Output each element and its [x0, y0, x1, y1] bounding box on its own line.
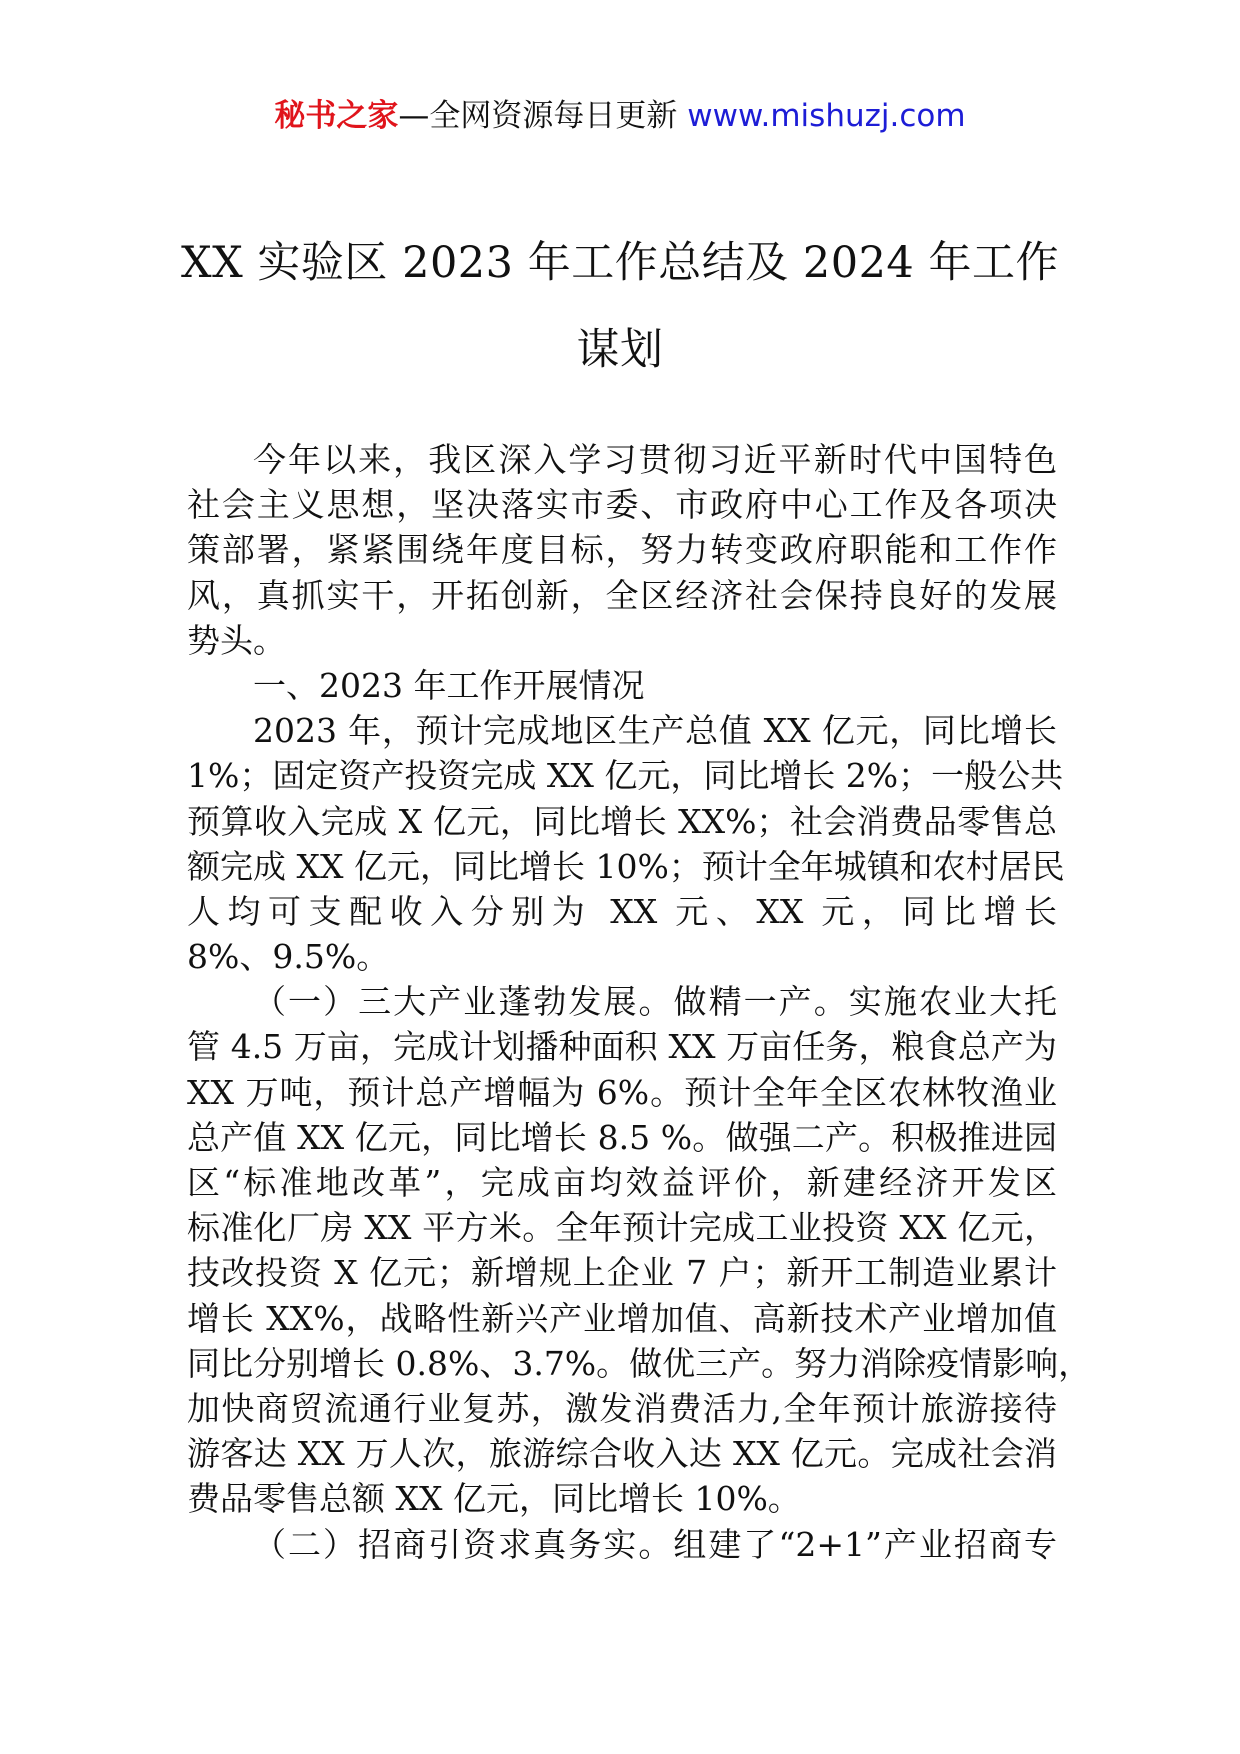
body-line: 游客达 XX 万人次，旅游综合收入达 XX 亿元。完成社会消 — [187, 1434, 1057, 1474]
body-line: 今年以来，我区深入学习贯彻习近平新时代中国特色 — [253, 440, 1057, 479]
document-body — [187, 437, 1092, 1567]
body-line: 增长 XX%，战略性新兴产业增加值、高新技术产业增加值 — [187, 1298, 1057, 1338]
body-line: 1%；固定资产投资完成 XX 亿元，同比增长 2%；一般公共 — [187, 756, 1064, 796]
site-banner — [0, 96, 1240, 136]
body-line: 8%、9.5%。 — [187, 937, 390, 977]
site-brand: 秘书之家 — [274, 98, 399, 134]
body-line: 管 4.5 万亩，完成计划播种面积 XX 万亩任务，粮食总产为 — [187, 1027, 1057, 1067]
body-line: 2023 年，预计完成地区生产总值 XX 亿元，同比增长 — [253, 711, 1057, 751]
body-line: XX 万吨，预计总产增幅为 6%。预计全年全区农林牧渔业 — [187, 1072, 1057, 1112]
body-line: 总产值 XX 亿元，同比增长 8.5 %。做强二产。积极推进园 — [187, 1117, 1057, 1157]
body-line: 标准化厂房 XX 平方米。全年预计完成工业投资 XX 亿元， — [187, 1208, 1057, 1248]
body-line: 同比分别增长 0.8%、3.7%。做优三产。努力消除疫情影响， — [187, 1343, 1092, 1383]
body-line: （二）招商引资求真务实。组建了“2+1”产业招商专 — [253, 1524, 1057, 1564]
body-line: 人均可支配收入分别为 XX 元、XX 元，同比增长 — [187, 891, 1057, 931]
body-line: 额完成 XX 亿元，同比增长 10%；预计全年城镇和农村居民 — [187, 846, 1065, 886]
section-heading: 一、2023 年工作开展情况 — [253, 665, 645, 705]
body-line: 预算收入完成 X 亿元，同比增长 XX%；社会消费品零售总 — [187, 801, 1057, 841]
body-line: 费品零售总额 XX 亿元，同比增长 10%。 — [187, 1479, 801, 1519]
site-url-link[interactable]: www.mishuzj.com — [687, 98, 966, 134]
body-line: 区“标准地改革”，完成亩均效益评价，新建经济开发区 — [187, 1163, 1057, 1202]
body-line: 势头。 — [187, 620, 286, 660]
body-line: 社会主义思想，坚决落实市委、市政府中心工作及各项决 — [187, 485, 1057, 525]
body-line: 策部署，紧紧围绕年度目标，努力转变政府职能和工作作 — [187, 530, 1057, 570]
body-line: 加快商贸流通行业复苏，激发消费活力,全年预计旅游接待 — [187, 1388, 1057, 1428]
document-title-line-2: 谋划 — [576, 325, 664, 375]
body-line: （一）三大产业蓬勃发展。做精一产。实施农业大托 — [253, 982, 1057, 1022]
site-slogan: —全网资源每日更新 — [398, 98, 688, 134]
body-line: 技改投资 X 亿元；新增规上企业 7 户；新开工制造业累计 — [187, 1253, 1057, 1293]
document-title-line-1: XX 实验区 2023 年工作总结及 2024 年工作 — [181, 238, 1059, 288]
body-line: 风，真抓实干，开拓创新，全区经济社会保持良好的发展 — [187, 575, 1057, 615]
